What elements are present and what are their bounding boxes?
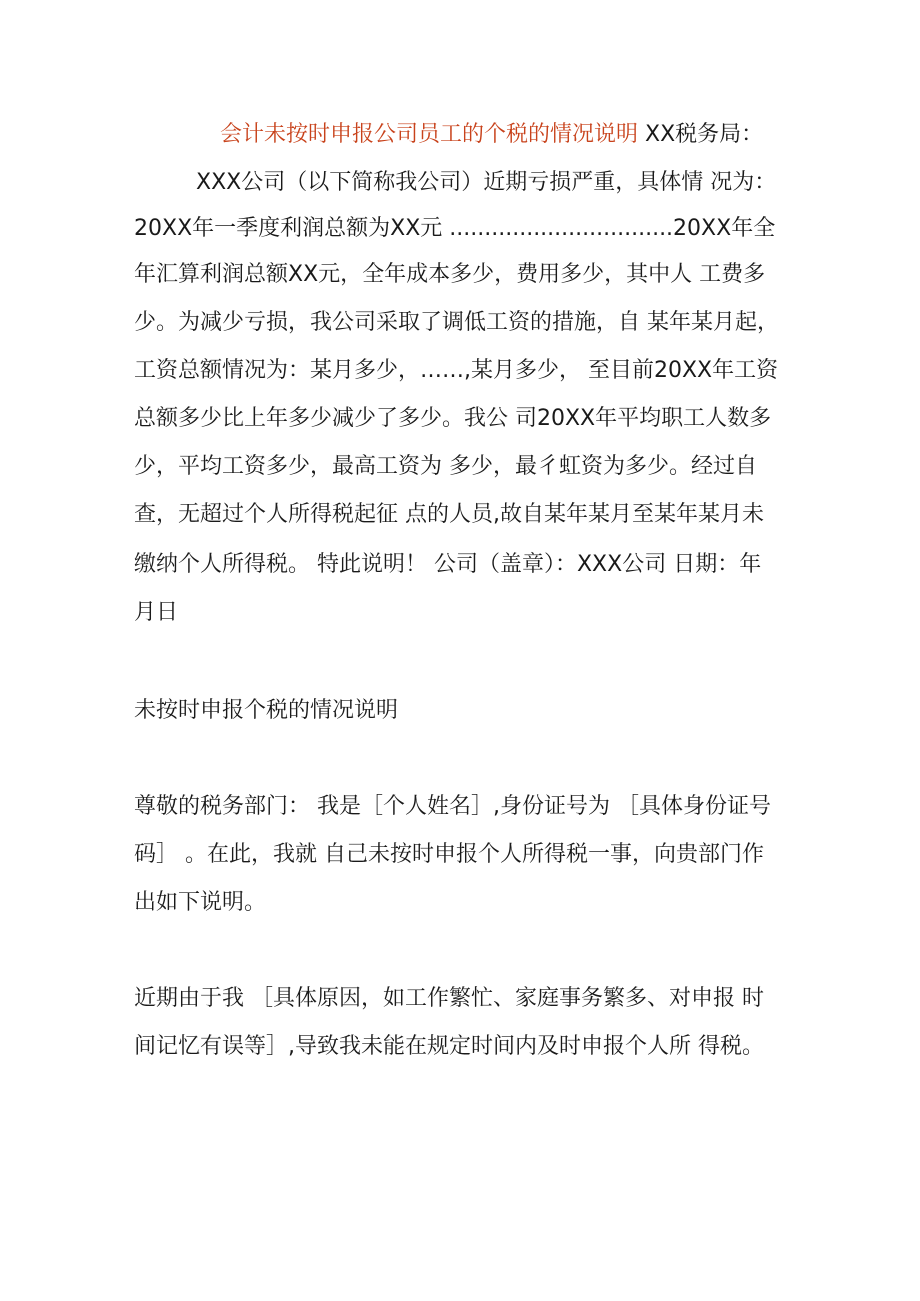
paragraph-line: 近期由于我 ［具体原因，如工作繁忙、家庭事务繁多、对申报 时 — [134, 986, 764, 1011]
paragraph-line: 码］ 。在此，我就 自己未按时申报个人所得税一事，向贵部门作 — [134, 842, 764, 867]
addressee: XX税务局： — [638, 122, 764, 147]
paragraph-line: 总额多少比上年多少减少了多少。我公 司20XX年平均职工人数多 — [134, 406, 772, 431]
section-title: 未按时申报个税的情况说明 — [134, 698, 399, 723]
paragraph-line: 少。为减少亏损，我公司采取了调低工资的措施，自 某年某月起， — [134, 310, 779, 335]
paragraph-line: XXX公司（以下简称我公司）近期亏损严重，具体情 况为： — [196, 170, 777, 195]
paragraph-line: 工资总额情况为：某月多少，……,某月多少， 至目前20XX年工资 — [134, 358, 779, 383]
paragraph-line: 出如下说明。 — [134, 890, 267, 915]
paragraph-line: 少，平均工资多少，最高工资为 多少，最彳虹资为多少。经过自 — [134, 454, 757, 479]
paragraph-line: 尊敬的税务部门： 我是［个人姓名］,身份证号为 ［具体身份证号 — [134, 794, 771, 819]
paragraph-line: 20XX年一季度利润总额为XX元 ................................20XX年全 — [134, 216, 776, 241]
paragraph-line: 月日 — [134, 600, 179, 625]
document-title: 会计未按时申报公司员工的个税的情况说明 — [220, 122, 639, 147]
paragraph-line: 间记忆有误等］,导致我未能在规定时间内及时申报个人所 得税。 — [134, 1034, 764, 1059]
heading-line — [220, 120, 763, 150]
paragraph-line: 年汇算利润总额XX元，全年成本多少，费用多少，其中人 工费多 — [134, 262, 766, 287]
paragraph-line: 查，无超过个人所得税起征 点的人员,故自某年某月至某年某月未 — [134, 502, 764, 527]
paragraph-line: 缴纳个人所得税。 特此说明！ 公司（盖章）：XXX公司 日期：年 — [134, 552, 762, 577]
